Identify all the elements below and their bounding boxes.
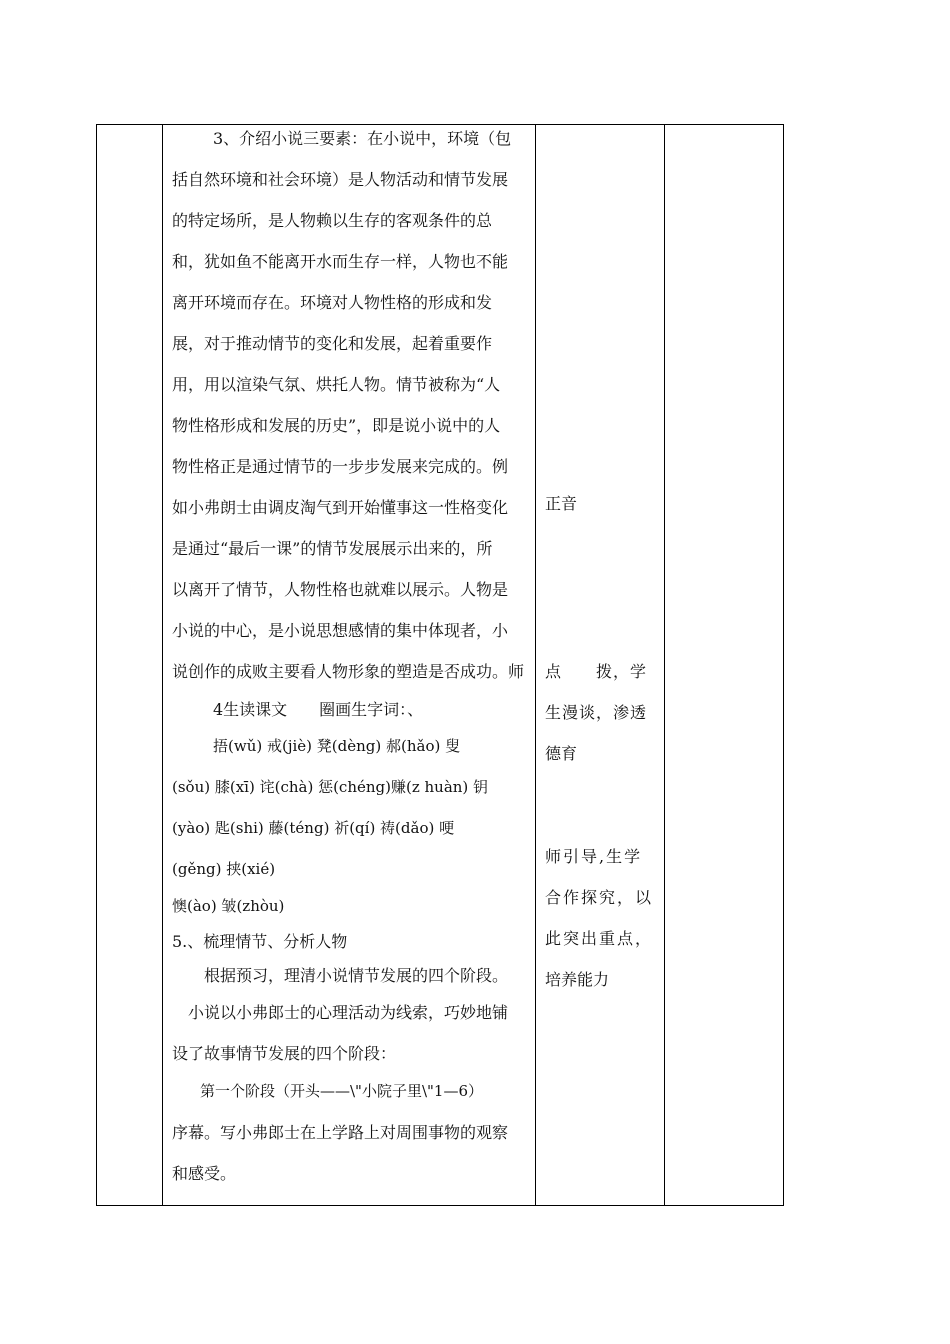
vocab-line: (sǒu) 膝(xī) 诧(chà) 惩(chéng)赚(z huàn) 钥 (172, 778, 489, 796)
text-line: 4生读课文 圈画生字词：、 (213, 700, 424, 719)
vocab-line: 懊(ào) 皱(zhòu) (172, 897, 285, 915)
vocab-line: 捂(wǔ) 戒(jiè) 凳(dèng) 郝(hǎo) 叟 (213, 737, 461, 755)
text-line: 小说以小弗郎士的心理活动为线索，巧妙地铺 (188, 1003, 509, 1022)
table-right-border (783, 124, 784, 1206)
text-line: 的特定场所，是人物赖以生存的客观条件的总 (172, 211, 493, 230)
note-line: 师引导,生学 (545, 847, 643, 866)
note-line: 此突出重点， (545, 929, 654, 948)
table-bottom-border (96, 1205, 784, 1206)
note-line: 德育 (545, 744, 578, 763)
vocab-line: (yào) 匙(shi) 藤(téng) 祈(qí) 祷(dǎo) 哽 (172, 819, 455, 837)
text-line: 括自然环境和社会环境）是人物活动和情节发展 (172, 170, 509, 189)
text-line: 和感受。 (172, 1164, 237, 1183)
text-line: 用，用以渲染气氛、烘托人物。情节被称为“人 (172, 375, 501, 394)
text-line: 以离开了情节，人物性格也就难以展示。人物是 (172, 580, 509, 599)
table-top-border (96, 124, 784, 125)
text-line: 物性格正是通过情节的一步步发展来完成的。例 (172, 457, 509, 476)
text-line: 展，对于推动情节的变化和发展，起着重要作 (172, 334, 493, 353)
text-line: 是通过“最后一课”的情节发展展示出来的，所 (172, 539, 493, 558)
text-line: 设了故事情节发展的四个阶段： (172, 1044, 397, 1063)
text-line: 小说的中心，是小说思想感情的集中体现者，小 (172, 621, 509, 640)
text-line: 根据预习，理清小说情节发展的四个阶段。 (204, 966, 509, 985)
note-line: 培养能力 (545, 970, 610, 989)
text-line: 3、介绍小说三要素：在小说中，环境（包 (213, 129, 512, 148)
lesson-table (96, 124, 784, 1206)
section-heading: 5.、梳理情节、分析人物 (172, 932, 348, 951)
column-divider-3 (664, 124, 665, 1206)
note-line: 生漫谈，渗透 (545, 703, 648, 722)
vocab-line: (gěng) 挟(xié) (172, 860, 276, 878)
note-line: 合作探究，以 (545, 888, 654, 907)
text-line: 说创作的成败主要看人物形象的塑造是否成功。师 (172, 662, 525, 681)
text-line: 如小弗朗士由调皮淘气到开始懂事这一性格变化 (172, 498, 509, 517)
note-line: 正音 (545, 494, 578, 513)
text-line: 离开环境而存在。环境对人物性格的形成和发 (172, 293, 493, 312)
column-divider-1 (162, 124, 163, 1206)
text-line: 序幕。写小弗郎士在上学路上对周围事物的观察 (172, 1123, 509, 1142)
text-line: 物性格形成和发展的历史”，即是说小说中的人 (172, 416, 501, 435)
table-left-border (96, 124, 97, 1206)
text-line: 和，犹如鱼不能离开水而生存一样，人物也不能 (172, 252, 509, 271)
note-line: 点 拨，学 (545, 662, 648, 681)
column-divider-2 (535, 124, 536, 1206)
text-line: 第一个阶段（开头——\"小院子里\"1—6） (200, 1082, 483, 1100)
